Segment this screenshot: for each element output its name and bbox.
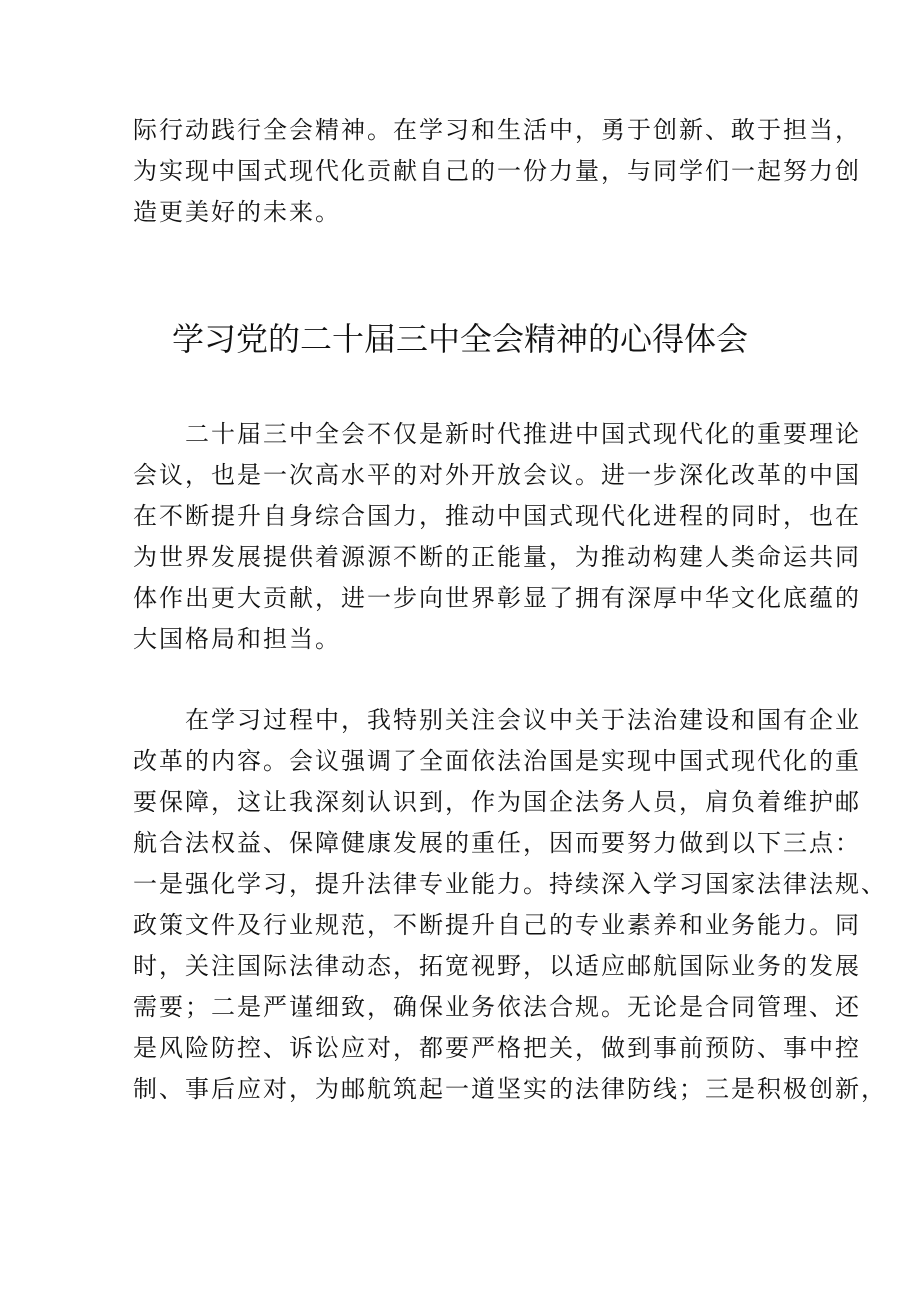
p2-line-3: 要保障，这让我深刻认识到，作为国企法务人员，肩负着维护邮 [133, 788, 861, 816]
p1-line-2: 会议，也是一次高水平的对外开放会议。进一步深化改革的中国 [133, 461, 861, 489]
p2-line-10: 制、事后应对，为邮航筑起一道坚实的法律防线；三是积极创新， [133, 1075, 887, 1103]
p2-line-7: 时，关注国际法律动态，拓宽视野，以适应邮航国际业务的发展 [133, 952, 861, 980]
p2-line-1: 在学习过程中，我特别关注会议中关于法治建设和国有企业 [185, 706, 861, 734]
p1-line-1: 二十届三中全会不仅是新时代推进中国式现代化的重要理论 [185, 420, 861, 448]
paragraph-2 [133, 700, 887, 1110]
paragraph-1 [133, 414, 861, 660]
p2-line-5: 一是强化学习，提升法律专业能力。持续深入学习国家法律法规、 [133, 870, 887, 898]
intro-line-1: 际行动践行全会精神。在学习和生活中，勇于创新、敢于担当， [133, 116, 861, 144]
p1-line-4: 为世界发展提供着源源不断的正能量，为推动构建人类命运共同 [133, 543, 861, 571]
p2-line-8: 需要；二是严谨细致，确保业务依法合规。无论是合同管理、还 [133, 993, 861, 1021]
p1-line-3: 在不断提升自身综合国力，推动中国式现代化进程的同时，也在 [133, 502, 861, 530]
document-title: 学习党的二十届三中全会精神的心得体会 [171, 320, 748, 358]
p2-line-9: 是风险防控、诉讼应对，都要严格把关，做到事前预防、事中控 [133, 1034, 861, 1062]
p1-line-5: 体作出更大贡献，进一步向世界彰显了拥有深厚中华文化底蕴的 [133, 584, 861, 612]
p2-line-2: 改革的内容。会议强调了全面依法治国是实现中国式现代化的重 [133, 747, 861, 775]
p2-line-4: 航合法权益、保障健康发展的重任，因而要努力做到以下三点： [133, 829, 861, 857]
p2-line-6: 政策文件及行业规范，不断提升自己的专业素养和业务能力。同 [133, 911, 861, 939]
p1-line-6: 大国格局和担当。 [133, 625, 341, 653]
intro-paragraph [133, 110, 861, 233]
intro-line-3: 造更美好的未来。 [133, 198, 341, 226]
intro-line-2: 为实现中国式现代化贡献自己的一份力量，与同学们一起努力创 [133, 157, 861, 185]
